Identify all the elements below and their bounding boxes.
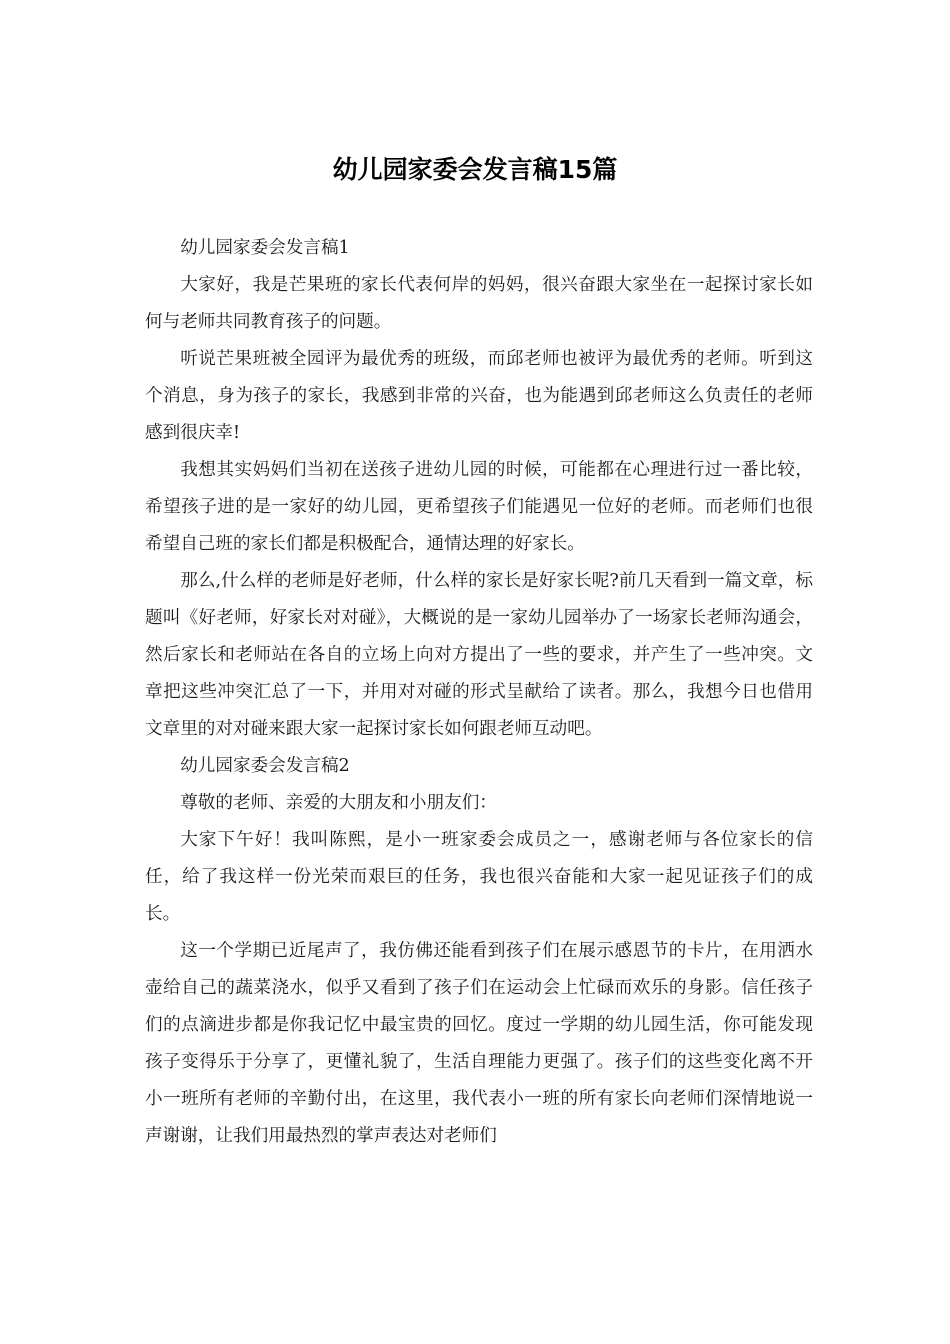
paragraph: 大家好，我是芒果班的家长代表何岸的妈妈，很兴奋跟大家坐在一起探讨家长如何与老师共同教育孩子的问题。 — [145, 275, 813, 332]
document-body — [145, 230, 813, 1155]
section-heading-2: 幼儿园家委会发言稿2 — [180, 756, 350, 776]
paragraph: 这一个学期已近尾声了，我仿佛还能看到孩子们在展示感恩节的卡片，在用洒水壶给自己的蔬菜浇水，似乎又看到了孩子们在运动会上忙碌而欢乐的身影。信任孩子们的点滴进步都是你我记忆中最宝贵的回忆。度过一学期的幼儿园生活，你可能发现孩子变得乐于分享了，更懂礼貌了，生活自理能力更强了。孩子们的这些变化离不开小一班所有老师的辛勤付出，在这里，我代表小一班的所有家长向老师们深情地说一声谢谢，让我们用最热烈的掌声表达对老师们 — [145, 941, 813, 1146]
paragraph: 听说芒果班被全园评为最优秀的班级，而邱老师也被评为最优秀的老师。听到这个消息，身为孩子的家长，我感到非常的兴奋，也为能遇到邱老师这么负责任的老师感到很庆幸! — [145, 349, 813, 443]
paragraph: 那么,什么样的老师是好老师，什么样的家长是好家长呢?前几天看到一篇文章，标题叫《好老师，好家长对对碰》，大概说的是一家幼儿园举办了一场家长老师沟通会，然后家长和老师站在各自的立场上向对方提出了一些的要求，并产生了一些冲突。文章把这些冲突汇总了一下，并用对对碰的形式呈献给了读者。那么，我想今日也借用文章里的对对碰来跟大家一起探讨家长如何跟老师互动吧。 — [145, 571, 813, 739]
section-heading-1: 幼儿园家委会发言稿1 — [180, 238, 350, 258]
paragraph: 我想其实妈妈们当初在送孩子进幼儿园的时候，可能都在心理进行过一番比较，希望孩子进的是一家好的幼儿园，更希望孩子们能遇见一位好的老师。而老师们也很希望自己班的家长们都是积极配合，通情达理的好家长。 — [145, 460, 813, 554]
paragraph: 大家下午好！我叫陈熙，是小一班家委会成员之一，感谢老师与各位家长的信任，给了我这样一份光荣而艰巨的任务，我也很兴奋能和大家一起见证孩子们的成长。 — [145, 830, 813, 924]
paragraph: 尊敬的老师、亲爱的大朋友和小朋友们： — [180, 793, 497, 813]
document-title: 幼儿园家委会发言稿15篇 — [332, 155, 618, 184]
